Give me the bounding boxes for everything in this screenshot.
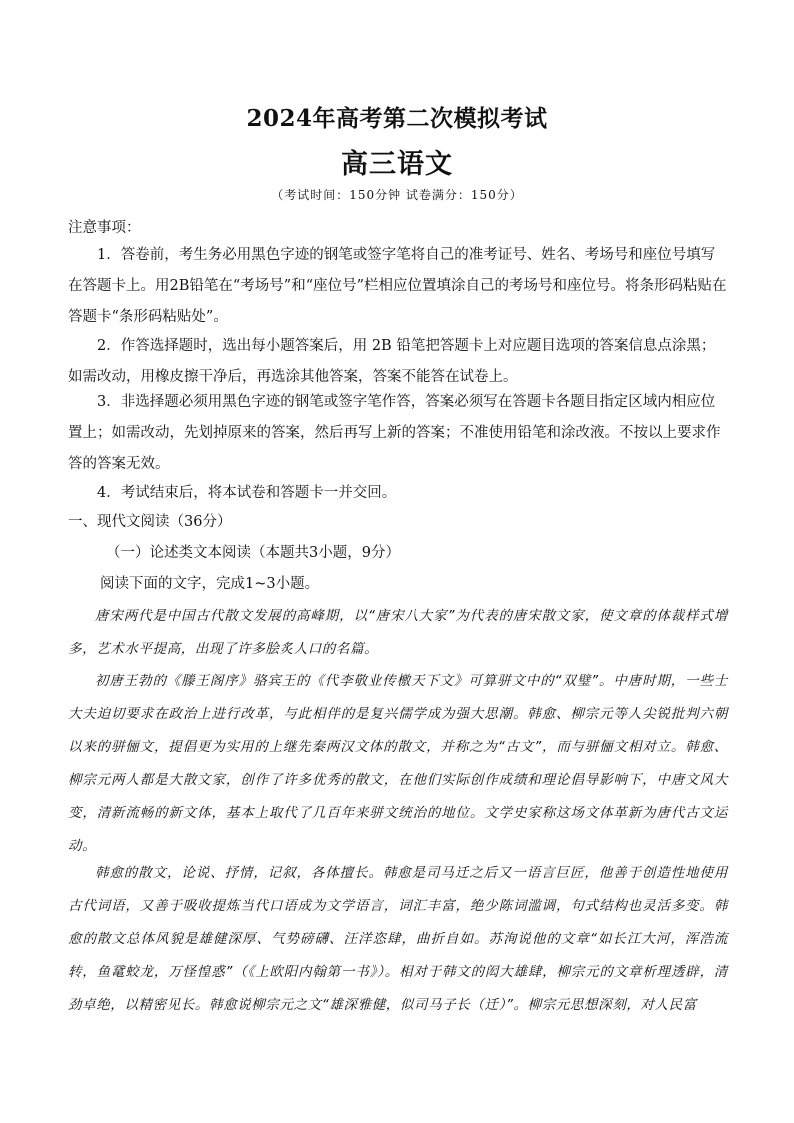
exam-time-info: （考试时间：150分钟 试卷满分：150分）	[271, 188, 523, 202]
passage-paragraph: 初唐王勃的《滕王阁序》骆宾王的《代李敬业传檄天下文》可算骈文中的“双璧”。中唐时期，一些士大夫迫切要求在政治上进行改革，与此相伴的是复兴儒学成为强大思潮。韩愈、柳宗元等人尖锐批判六朝以来的骈俪文，提倡更为实用的上继先秦两汉文体的散文，并称之为“古文”，而与骈俪文相对立。韩愈、柳宗元两人都是大散文家，创作了许多优秀的散文，在他们实际创作成绩和理论倡导影响下，中唐文风大变，清新流畅的新文体，基本上取代了几百年来骈文统治的地位。文学史家称这场文体革新为唐代古文运动。	[68, 673, 728, 854]
exam-subject: 高三语文	[341, 149, 453, 180]
passage-paragraph: 唐宋两代是中国古代散文发展的高峰期，以“唐宋八大家”为代表的唐宋散文家，使文章的体裁样式增多，艺术水平提高，出现了许多脍炙人口的名篇。	[68, 608, 728, 657]
notice-item: 3．非选择题必须用黑色字迹的钢笔或签字笔作答，答案必须写在答题卡各题目指定区域内相应位置上；如需改动，先划掉原来的答案，然后再写上新的答案；不准使用铅笔和涂改液。不按以上要求作答的答案无效。	[68, 394, 721, 472]
notice-item: 4．考试结束后，将本试卷和答题卡一并交回。	[97, 485, 397, 501]
reading-instruction: 阅读下面的文字，完成1~3小题。	[100, 576, 320, 592]
subsection-title: （一）论述类文本阅读（本题共3小题，9分）	[106, 545, 400, 561]
passage-paragraph: 韩愈的散文，论说、抒情，记叙，各体擅长。韩愈是司马迁之后又一语言巨匠，他善于创造性地使用古代词语，又善于吸收提炼当代口语成为文学语言，词汇丰富，绝少陈词滥调，句式结构也灵活多变。韩愈的散文总体风貌是雄健深厚、气势磅礴、汪洋恣肆，曲折自如。苏洵说他的文章“如长江大河，浑浩流转，鱼鼋蛟龙，万怪惶惑”（《上欧阳内翰第一书》）。相对于韩文的闳大雄肆，柳宗元的文章析理透辟，清劲卓绝，以精密见长。韩愈说柳宗元之文“雄深雅健，似司马子长（迁）”。柳宗元思想深刻，对人民富	[68, 865, 728, 1013]
exam-title: 2024年高考第二次模拟考试	[246, 105, 548, 132]
notice-item: 2．作答选择题时，选出每小题答案后，用 2B 铅笔把答题卡上对应题目选项的答案信息点涂黑；如需改动，用橡皮擦干净后，再选涂其他答案，答案不能答在试卷上。	[68, 338, 716, 385]
notice-item: 1．答卷前，考生务必用黑色字迹的钢笔或签字笔将自己的准考证号、姓名、考场号和座位号填写在答题卡上。用2B铅笔在“考场号”和“座位号”栏相应位置填涂自己的考场号和座位号。将条形码粘贴在答题卡“条形码粘贴处”。	[68, 247, 727, 325]
section-title: 一、现代文阅读（36分）	[68, 514, 232, 530]
notice-label: 注意事项：	[68, 220, 141, 236]
